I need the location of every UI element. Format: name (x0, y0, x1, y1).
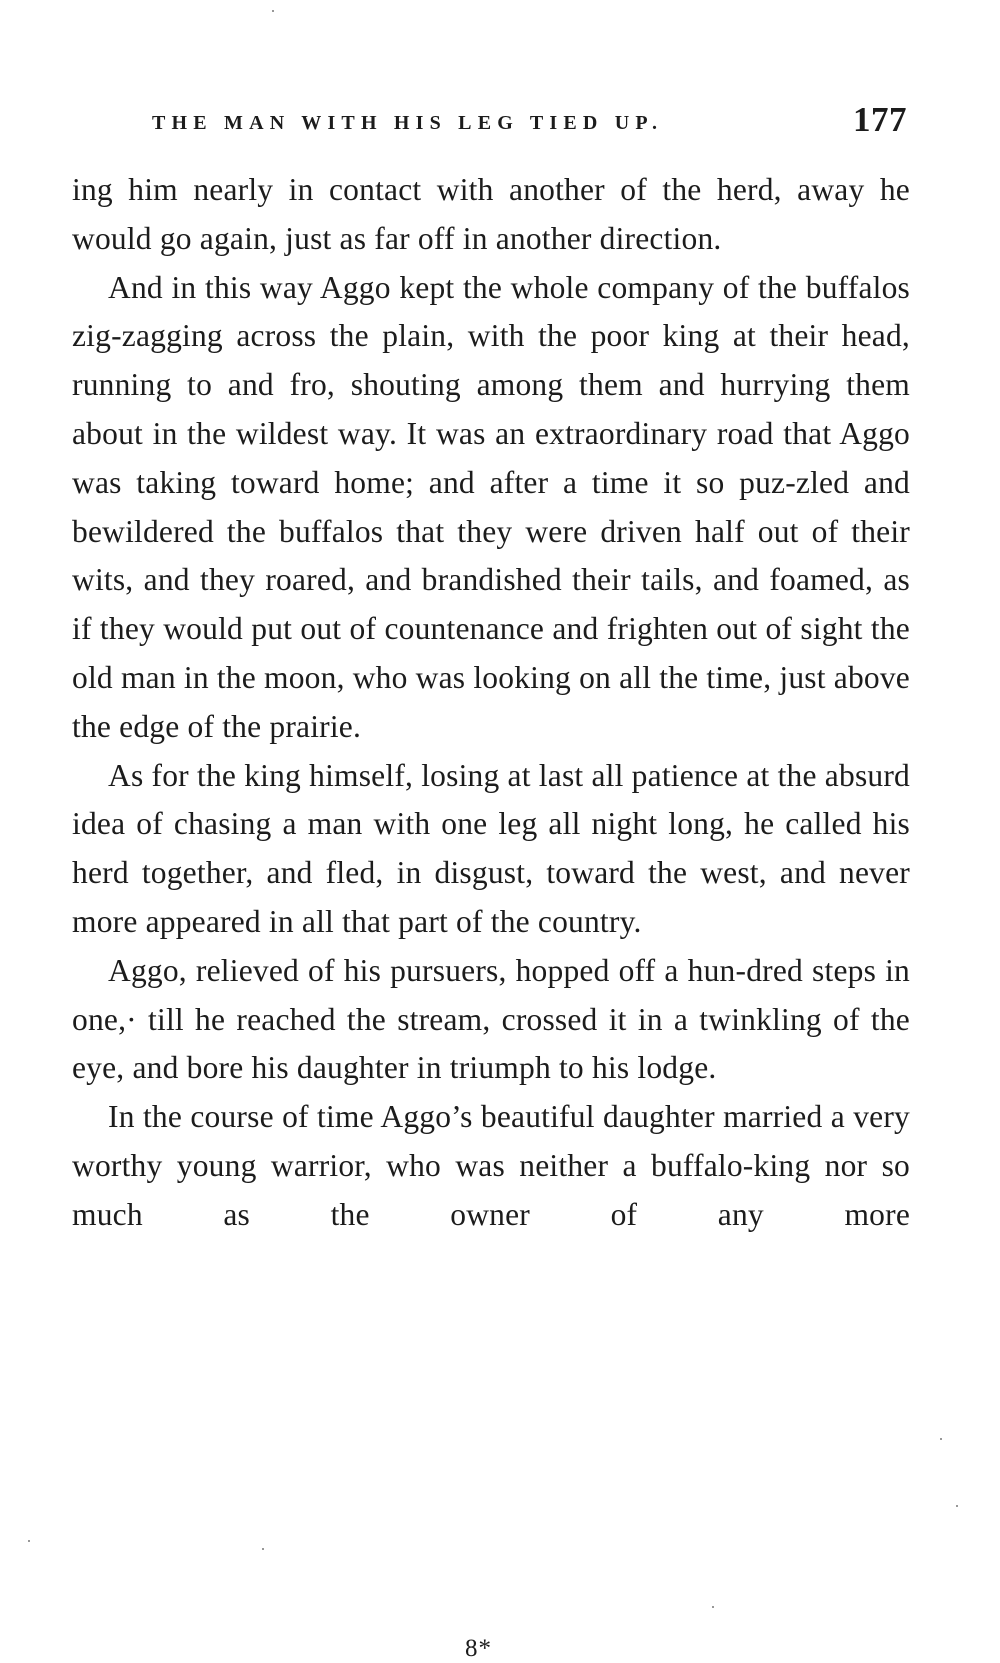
scan-speck (940, 1438, 942, 1440)
signature-mark: 8* (465, 1635, 492, 1662)
paragraph: Aggo, relieved of his pursuers, hopped off a hun-dred steps in one,· till he reached the stream, crossed it in a twinkling of the eye, and bore his daughter in triumph to his lodge. (72, 952, 910, 1086)
paragraph-runs-over: In the course of time Aggo’s beautiful daughter married a very worthy young warrior, who was neither a buffalo-king nor so much as the owner of any more (72, 1099, 910, 1232)
paragraph-continued: ing him nearly in contact with another of the herd, away he would go again, just as far off in another direction. (72, 172, 910, 256)
scan-speck (262, 1548, 264, 1550)
scan-speck (272, 10, 274, 12)
body-text (72, 166, 910, 1240)
running-title: THE MAN WITH HIS LEG TIED UP. (152, 112, 664, 134)
paragraph: As for the king himself, losing at last all patience at the absurd idea of chasing a man with one leg all night long, he called his herd together, and fled, in disgust, toward the west, and never more appeared in all that part of the country. (72, 757, 910, 939)
scan-speck (712, 1606, 714, 1608)
running-head (152, 100, 907, 140)
paragraph: And in this way Aggo kept the whole company of the buffalos zig-zagging across the plain, with the poor king at their head, running to and fro, shouting among them and hurrying them about in the wildest way. It was an extraordinary road that Aggo was taking toward home; and after a time it so puz-zled and bewildered the buffalos that they were driven half out of their wits, and they roared, and brandished their tails, and foamed, as if they would put out of countenance and frighten out of sight the old man in the moon, who was looking on all the time, just above the edge of the prairie. (72, 269, 910, 744)
scan-speck (956, 1505, 958, 1507)
page-number: 177 (853, 100, 907, 139)
scan-speck (28, 1540, 30, 1542)
